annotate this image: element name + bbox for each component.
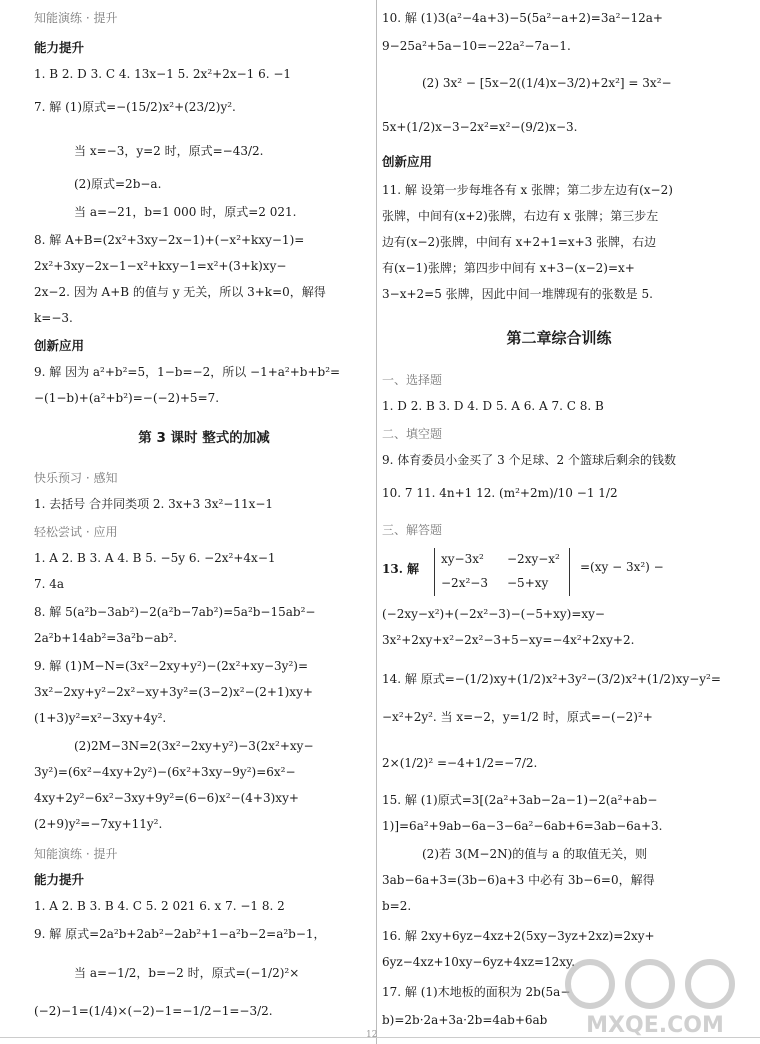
answer-line: =(xy − 3x²) − xyxy=(580,560,664,574)
answer-line: 7. 解 (1)原式=−(15/2)x²+(23/2)y². xyxy=(34,100,236,114)
answer-line: b)=2b·2a+3a·2b=4ab+6ab xyxy=(382,1013,548,1027)
watermark-logo xyxy=(560,944,750,1040)
answer-line: 有(x−1)张牌；第四步中间有 x+3−(x−2)=x+ xyxy=(382,261,635,275)
answer-line: 5x+(1/2)x−3−2x²=x²−(9/2)x−3. xyxy=(382,120,578,134)
answer-line: 8. 解 5(a²b−3ab²)−2(a²b−7ab²)=5a²b−15ab²− xyxy=(34,605,316,619)
answer-line: 1. A 2. B 3. A 4. B 5. −5y 6. −2x²+4x−1 xyxy=(34,551,276,565)
answer-line: 3−x+2=5 张牌，因此中间一堆牌现有的张数是 5. xyxy=(382,287,653,301)
chapter-title: 第二章综合训练 xyxy=(506,329,612,347)
answer-line: 当 a=−21，b=1 000 时，原式=2 021. xyxy=(74,205,297,219)
subsection-heading: 创新应用 xyxy=(34,338,85,353)
answer-line: 17. 解 (1)木地板的面积为 2b(5a− xyxy=(382,985,571,999)
matrix-cell: −2xy−x² xyxy=(507,552,560,566)
answer-line: 2x²+3xy−2x−1−x²+kxy−1=x²+(3+k)xy− xyxy=(34,259,287,273)
matrix-cell: −5+xy xyxy=(507,576,549,590)
answer-line: 9−25a²+5a−10=−22a²−7a−1. xyxy=(382,39,571,53)
answer-line: 9. 体育委员小金买了 3 个足球、2 个篮球后剩余的钱数 xyxy=(382,453,676,467)
section-heading: 知能演练 · 提升 xyxy=(34,847,118,861)
answer-line: (1+3)y²=x²−3xy+4y². xyxy=(34,711,167,725)
answer-line: 1)]=6a²+9ab−6a−3−6a²−6ab+6=3ab−6a+3. xyxy=(382,819,663,833)
answer-line: 1. 去括号 合并同类项 2. 3x+3 3x²−11x−1 xyxy=(34,497,274,511)
determinant-block xyxy=(382,548,736,598)
answer-line: 边有(x−2)张牌，中间有 x+2+1=x+3 张牌，右边 xyxy=(382,235,657,249)
answer-line: 3x²+2xy+x²−2x²−3+5−xy=−4x²+2xy+2. xyxy=(382,633,635,647)
answer-line: 2×(1/2)² =−4+1/2=−7/2. xyxy=(382,756,538,770)
answer-line: (2)2M−3N=2(3x²−2xy+y²)−3(2x²+xy− xyxy=(74,739,314,753)
page-number: 12 xyxy=(366,1030,378,1040)
answer-line: 9. 解 原式=2a²b+2ab²−2ab²+1−a²b−2=a²b−1， xyxy=(34,927,326,941)
matrix-cell: xy−3x² xyxy=(441,552,484,566)
subsection-heading: 创新应用 xyxy=(382,154,433,169)
lesson-title: 第 3 课时 整式的加减 xyxy=(138,430,270,446)
page-footer-rule xyxy=(0,1037,760,1044)
column-divider xyxy=(376,0,377,1044)
section-heading: 知能演练 · 提升 xyxy=(34,11,118,25)
answer-line: b=2. xyxy=(382,899,412,913)
answer-line: (2) 3x² − [5x−2((1/4)x−3/2)+2x²] = 3x²− xyxy=(422,76,672,90)
answer-line: (−2)−1=(1/4)×(−2)−1=−1/2−1=−3/2. xyxy=(34,1004,273,1018)
answer-line: 15. 解 (1)原式=3[(2a²+3ab−2a−1)−2(a²+ab− xyxy=(382,793,658,807)
watermark-text: MXQE.COM xyxy=(586,1013,724,1038)
section-heading: 二、填空题 xyxy=(382,427,443,441)
matrix-cell: −2x²−3 xyxy=(441,576,488,590)
answer-line: 9. 解 因为 a²+b²=5，1−b=−2，所以 −1+a²+b+b²= xyxy=(34,365,341,379)
answer-line: 3x²−2xy+y²−2x²−xy+3y²=(3−2)x²−(2+1)xy+ xyxy=(34,685,313,699)
question-label: 13. 解 xyxy=(382,562,420,576)
answer-line: 10. 7 11. 4n+1 12. (m²+2m)/10 −1 1/2 xyxy=(382,486,618,500)
answer-line: −(1−b)+(a²+b²)=−(−2)+5=7. xyxy=(34,391,220,405)
answer-line: −x²+2y². 当 x=−2，y=1/2 时，原式=−(−2)²+ xyxy=(382,710,653,724)
answer-line: 11. 解 设第一步每堆各有 x 张牌；第二步左边有(x−2) xyxy=(382,183,673,197)
answer-line: 6yz−4xz+10xy−6yz+4xz=12xy. xyxy=(382,955,576,969)
subsection-heading: 能力提升 xyxy=(34,40,85,55)
answer-line: (−2xy−x²)+(−2x²−3)−(−5+xy)=xy− xyxy=(382,607,605,621)
answer-line: 当 x=−3，y=2 时，原式=−43/2. xyxy=(74,144,264,158)
answer-line: 1. A 2. B 3. B 4. C 5. 2 021 6. x 7. −1 8. 2 xyxy=(34,899,285,913)
answer-line: 8. 解 A+B=(2x²+3xy−2x−1)+(−x²+kxy−1)= xyxy=(34,233,305,247)
answer-line: 2x−2. 因为 A+B 的值与 y 无关，所以 3+k=0，解得 xyxy=(34,285,326,299)
answer-line: 张牌，中间有(x+2)张牌，右边有 x 张牌；第三步左 xyxy=(382,209,659,223)
answer-line: k=−3. xyxy=(34,311,73,325)
answer-line: 3ab−6a+3=(3b−6)a+3 中必有 3b−6=0，解得 xyxy=(382,873,655,887)
answer-line: 10. 解 (1)3(a²−4a+3)−5(5a²−a+2)=3a²−12a+ xyxy=(382,11,663,25)
section-heading: 三、解答题 xyxy=(382,523,443,537)
answer-line: (2+9)y²=−7xy+11y². xyxy=(34,817,163,831)
answer-line: 14. 解 原式=−(1/2)xy+(1/2)x²+3y²−(3/2)x²+(1/2)xy−y²= xyxy=(382,672,721,686)
answer-line: (2)原式=2b−a. xyxy=(74,177,162,191)
section-heading: 快乐预习 · 感知 xyxy=(34,471,118,485)
answer-line: 7. 4a xyxy=(34,577,65,591)
section-heading: 一、选择题 xyxy=(382,373,443,387)
answer-line: 1. D 2. B 3. D 4. D 5. A 6. A 7. C 8. B xyxy=(382,399,604,413)
subsection-heading: 能力提升 xyxy=(34,872,85,887)
answer-line: 1. B 2. D 3. C 4. 13x−1 5. 2x²+2x−1 6. −1 xyxy=(34,67,292,81)
answer-line: 16. 解 2xy+6yz−4xz+2(5xy−3yz+2xz)=2xy+ xyxy=(382,929,655,943)
answer-line: 4xy+2y²−6x²−3xy+9y²=(6−6)x²−(4+3)xy+ xyxy=(34,791,299,805)
answer-line: (2)若 3(M−2N)的值与 a 的取值无关，则 xyxy=(422,847,648,861)
section-heading: 轻松尝试 · 应用 xyxy=(34,525,118,539)
answer-line: 2a²b+14ab²=3a²b−ab². xyxy=(34,631,178,645)
answer-line: 当 a=−1/2，b=−2 时，原式=(−1/2)²× xyxy=(74,966,300,980)
determinant-matrix xyxy=(434,548,570,596)
answer-line: 9. 解 (1)M−N=(3x²−2xy+y²)−(2x²+xy−3y²)= xyxy=(34,659,308,673)
answer-line: 3y²)=(6x²−4xy+2y²)−(6x²+3xy−9y²)=6x²− xyxy=(34,765,296,779)
